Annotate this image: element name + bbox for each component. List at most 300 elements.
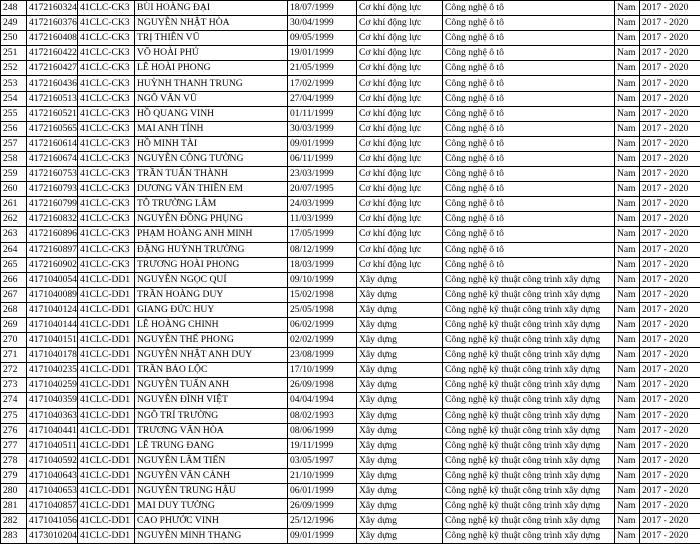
cell-major: Công nghệ kỹ thuật công trình xây dựng xyxy=(443,363,615,378)
cell-full-name: NGUYỄN TRUNG HẬU xyxy=(135,484,288,499)
cell-faculty: Xây dựng xyxy=(357,302,443,317)
cell-class: 41CLC-DD1 xyxy=(78,484,135,499)
cell-gender: Nam xyxy=(615,212,640,227)
cell-class: 41CLC-DD1 xyxy=(78,317,135,332)
cell-class: 41CLC-DD1 xyxy=(78,438,135,453)
table-row xyxy=(1,121,700,136)
cell-major: Công nghệ ô tô xyxy=(443,106,615,121)
cell-stt: 255 xyxy=(1,106,27,121)
cell-full-name: NGUYỄN MINH THẠNG xyxy=(135,529,288,544)
table-row xyxy=(1,378,700,393)
cell-course-years: 2017 - 2020 xyxy=(640,136,700,151)
table-row xyxy=(1,16,700,31)
cell-faculty: Xây dựng xyxy=(357,272,443,287)
cell-course-years: 2017 - 2020 xyxy=(640,317,700,332)
cell-dob: 25/05/1998 xyxy=(288,302,357,317)
cell-gender: Nam xyxy=(615,514,640,529)
cell-student-id: 4172160513 xyxy=(27,91,78,106)
cell-gender: Nam xyxy=(615,302,640,317)
cell-major: Công nghệ ô tô xyxy=(443,136,615,151)
cell-gender: Nam xyxy=(615,136,640,151)
cell-major: Công nghệ ô tô xyxy=(443,1,615,16)
cell-faculty: Cơ khí động lực xyxy=(357,91,443,106)
cell-gender: Nam xyxy=(615,333,640,348)
cell-class: 41CLC-DD1 xyxy=(78,393,135,408)
table-row xyxy=(1,167,700,182)
cell-course-years: 2017 - 2020 xyxy=(640,16,700,31)
cell-faculty: Xây dựng xyxy=(357,348,443,363)
cell-student-id: 4172160832 xyxy=(27,212,78,227)
cell-dob: 23/03/1999 xyxy=(288,167,357,182)
table-row xyxy=(1,393,700,408)
cell-gender: Nam xyxy=(615,31,640,46)
cell-class: 41CLC-CK3 xyxy=(78,212,135,227)
table-row xyxy=(1,272,700,287)
cell-major: Công nghệ ô tô xyxy=(443,242,615,257)
cell-class: 41CLC-CK3 xyxy=(78,151,135,166)
cell-stt: 248 xyxy=(1,1,27,16)
cell-gender: Nam xyxy=(615,378,640,393)
cell-major: Công nghệ ô tô xyxy=(443,46,615,61)
cell-faculty: Cơ khí động lực xyxy=(357,46,443,61)
cell-major: Công nghệ ô tô xyxy=(443,61,615,76)
table-row xyxy=(1,136,700,151)
cell-class: 41CLC-DD1 xyxy=(78,453,135,468)
cell-class: 41CLC-DD1 xyxy=(78,499,135,514)
cell-stt: 249 xyxy=(1,16,27,31)
cell-dob: 08/06/1999 xyxy=(288,423,357,438)
cell-faculty: Xây dựng xyxy=(357,378,443,393)
cell-course-years: 2017 - 2020 xyxy=(640,212,700,227)
cell-student-id: 4171040653 xyxy=(27,484,78,499)
cell-faculty: Xây dựng xyxy=(357,317,443,332)
cell-dob: 06/02/1999 xyxy=(288,317,357,332)
cell-faculty: Cơ khí động lực xyxy=(357,1,443,16)
table-row xyxy=(1,106,700,121)
cell-stt: 259 xyxy=(1,167,27,182)
table-row xyxy=(1,514,700,529)
table-row xyxy=(1,302,700,317)
table-row xyxy=(1,197,700,212)
cell-student-id: 4172160376 xyxy=(27,16,78,31)
cell-class: 41CLC-CK3 xyxy=(78,242,135,257)
cell-faculty: Cơ khí động lực xyxy=(357,182,443,197)
cell-student-id: 4171040235 xyxy=(27,363,78,378)
cell-student-id: 4172160896 xyxy=(27,227,78,242)
cell-course-years: 2017 - 2020 xyxy=(640,378,700,393)
cell-dob: 27/04/1999 xyxy=(288,91,357,106)
table-row xyxy=(1,468,700,483)
cell-gender: Nam xyxy=(615,484,640,499)
cell-dob: 08/12/1999 xyxy=(288,242,357,257)
cell-course-years: 2017 - 2020 xyxy=(640,272,700,287)
cell-major: Công nghệ ô tô xyxy=(443,212,615,227)
cell-full-name: VÕ HOÀI PHÚ xyxy=(135,46,288,61)
cell-stt: 253 xyxy=(1,76,27,91)
cell-gender: Nam xyxy=(615,61,640,76)
cell-class: 41CLC-DD1 xyxy=(78,423,135,438)
cell-class: 41CLC-CK3 xyxy=(78,91,135,106)
cell-gender: Nam xyxy=(615,408,640,423)
cell-full-name: MAI ANH TÍNH xyxy=(135,121,288,136)
cell-dob: 09/01/1999 xyxy=(288,529,357,544)
cell-dob: 03/05/1997 xyxy=(288,453,357,468)
cell-major: Công nghệ kỹ thuật công trình xây dựng xyxy=(443,468,615,483)
cell-course-years: 2017 - 2020 xyxy=(640,302,700,317)
cell-course-years: 2017 - 2020 xyxy=(640,121,700,136)
cell-gender: Nam xyxy=(615,121,640,136)
cell-course-years: 2017 - 2020 xyxy=(640,106,700,121)
cell-student-id: 4172160897 xyxy=(27,242,78,257)
cell-dob: 09/05/1999 xyxy=(288,31,357,46)
cell-class: 41CLC-CK3 xyxy=(78,31,135,46)
cell-gender: Nam xyxy=(615,453,640,468)
cell-major: Công nghệ ô tô xyxy=(443,227,615,242)
cell-course-years: 2017 - 2020 xyxy=(640,333,700,348)
cell-student-id: 4172160614 xyxy=(27,136,78,151)
cell-full-name: TÔ TRƯỜNG LÂM xyxy=(135,197,288,212)
cell-faculty: Cơ khí động lực xyxy=(357,167,443,182)
cell-faculty: Cơ khí động lực xyxy=(357,16,443,31)
cell-major: Công nghệ kỹ thuật công trình xây dựng xyxy=(443,408,615,423)
cell-faculty: Cơ khí động lực xyxy=(357,61,443,76)
cell-dob: 20/07/1995 xyxy=(288,182,357,197)
cell-student-id: 4171040089 xyxy=(27,287,78,302)
cell-major: Công nghệ ô tô xyxy=(443,182,615,197)
cell-stt: 281 xyxy=(1,499,27,514)
table-row xyxy=(1,212,700,227)
cell-gender: Nam xyxy=(615,227,640,242)
cell-full-name: ĐẶNG HUỲNH TRƯỜNG xyxy=(135,242,288,257)
cell-student-id: 4172160565 xyxy=(27,121,78,136)
cell-dob: 18/03/1999 xyxy=(288,257,357,272)
cell-stt: 258 xyxy=(1,151,27,166)
cell-stt: 260 xyxy=(1,182,27,197)
cell-dob: 09/10/1999 xyxy=(288,272,357,287)
cell-major: Công nghệ ô tô xyxy=(443,257,615,272)
cell-full-name: NGUYỄN NHẬT HÒA xyxy=(135,16,288,31)
cell-student-id: 4171040144 xyxy=(27,317,78,332)
cell-full-name: TRƯƠNG HOÀI PHONG xyxy=(135,257,288,272)
cell-major: Công nghệ ô tô xyxy=(443,91,615,106)
cell-class: 41CLC-CK3 xyxy=(78,121,135,136)
table-row xyxy=(1,499,700,514)
table-row xyxy=(1,61,700,76)
cell-faculty: Xây dựng xyxy=(357,393,443,408)
cell-course-years: 2017 - 2020 xyxy=(640,423,700,438)
table-row xyxy=(1,182,700,197)
cell-stt: 262 xyxy=(1,212,27,227)
cell-course-years: 2017 - 2020 xyxy=(640,242,700,257)
cell-dob: 17/05/1999 xyxy=(288,227,357,242)
table-row xyxy=(1,91,700,106)
cell-class: 41CLC-CK3 xyxy=(78,182,135,197)
cell-stt: 250 xyxy=(1,31,27,46)
cell-full-name: NGUYỄN THẾ PHONG xyxy=(135,333,288,348)
cell-full-name: LÊ HOÀNG CHINH xyxy=(135,317,288,332)
cell-class: 41CLC-DD1 xyxy=(78,378,135,393)
cell-class: 41CLC-DD1 xyxy=(78,333,135,348)
cell-stt: 283 xyxy=(1,529,27,544)
cell-faculty: Cơ khí động lực xyxy=(357,31,443,46)
cell-student-id: 4171040054 xyxy=(27,272,78,287)
cell-class: 41CLC-DD1 xyxy=(78,468,135,483)
cell-course-years: 2017 - 2020 xyxy=(640,227,700,242)
cell-full-name: LÊ TRUNG ĐANG xyxy=(135,438,288,453)
cell-student-id: 4172160324 xyxy=(27,1,78,16)
cell-faculty: Xây dựng xyxy=(357,287,443,302)
cell-gender: Nam xyxy=(615,393,640,408)
cell-gender: Nam xyxy=(615,529,640,544)
cell-gender: Nam xyxy=(615,76,640,91)
cell-dob: 06/11/1999 xyxy=(288,151,357,166)
cell-faculty: Cơ khí động lực xyxy=(357,106,443,121)
cell-student-id: 4171040441 xyxy=(27,423,78,438)
cell-faculty: Cơ khí động lực xyxy=(357,136,443,151)
table-row xyxy=(1,46,700,61)
cell-class: 41CLC-CK3 xyxy=(78,16,135,31)
cell-course-years: 2017 - 2020 xyxy=(640,287,700,302)
cell-course-years: 2017 - 2020 xyxy=(640,76,700,91)
cell-full-name: NGUYỄN CÔNG TƯỜNG xyxy=(135,151,288,166)
cell-dob: 02/02/1999 xyxy=(288,333,357,348)
cell-student-id: 4172160422 xyxy=(27,46,78,61)
cell-student-id: 4172160753 xyxy=(27,167,78,182)
cell-full-name: HỒ QUANG VINH xyxy=(135,106,288,121)
cell-stt: 273 xyxy=(1,378,27,393)
table-row xyxy=(1,408,700,423)
cell-student-id: 4171041056 xyxy=(27,514,78,529)
cell-full-name: NGUYỄN LÂM TIẾN xyxy=(135,453,288,468)
cell-gender: Nam xyxy=(615,438,640,453)
cell-full-name: TRỊ THIÊN VŨ xyxy=(135,31,288,46)
cell-dob: 25/12/1996 xyxy=(288,514,357,529)
cell-gender: Nam xyxy=(615,242,640,257)
cell-major: Công nghệ ô tô xyxy=(443,151,615,166)
cell-student-id: 4172160674 xyxy=(27,151,78,166)
cell-gender: Nam xyxy=(615,272,640,287)
cell-class: 41CLC-CK3 xyxy=(78,76,135,91)
cell-faculty: Xây dựng xyxy=(357,484,443,499)
cell-major: Công nghệ kỹ thuật công trình xây dựng xyxy=(443,378,615,393)
cell-stt: 269 xyxy=(1,317,27,332)
cell-stt: 274 xyxy=(1,393,27,408)
cell-dob: 26/09/1999 xyxy=(288,499,357,514)
cell-full-name: NGUYỄN ĐÌNH VIỆT xyxy=(135,393,288,408)
cell-faculty: Cơ khí động lực xyxy=(357,151,443,166)
cell-class: 41CLC-DD1 xyxy=(78,272,135,287)
cell-major: Công nghệ kỹ thuật công trình xây dựng xyxy=(443,317,615,332)
cell-course-years: 2017 - 2020 xyxy=(640,468,700,483)
cell-full-name: HỒ MINH TÀI xyxy=(135,136,288,151)
cell-student-id: 4171040259 xyxy=(27,378,78,393)
cell-student-id: 4172160902 xyxy=(27,257,78,272)
cell-full-name: LÊ HOÀI PHONG xyxy=(135,61,288,76)
cell-student-id: 4171040178 xyxy=(27,348,78,363)
table-row xyxy=(1,333,700,348)
table-row xyxy=(1,76,700,91)
cell-student-id: 4171040151 xyxy=(27,333,78,348)
cell-faculty: Xây dựng xyxy=(357,514,443,529)
cell-faculty: Cơ khí động lực xyxy=(357,197,443,212)
cell-course-years: 2017 - 2020 xyxy=(640,393,700,408)
cell-full-name: NGUYỄN VĂN CẢNH xyxy=(135,468,288,483)
cell-student-id: 4171040592 xyxy=(27,453,78,468)
cell-gender: Nam xyxy=(615,167,640,182)
cell-dob: 17/02/1999 xyxy=(288,76,357,91)
cell-course-years: 2017 - 2020 xyxy=(640,363,700,378)
table-row xyxy=(1,529,700,544)
cell-gender: Nam xyxy=(615,106,640,121)
cell-dob: 09/01/1999 xyxy=(288,136,357,151)
cell-stt: 267 xyxy=(1,287,27,302)
cell-stt: 277 xyxy=(1,438,27,453)
cell-stt: 266 xyxy=(1,272,27,287)
cell-student-id: 4171040857 xyxy=(27,499,78,514)
cell-course-years: 2017 - 2020 xyxy=(640,484,700,499)
cell-full-name: PHẠM HOÀNG ANH MINH xyxy=(135,227,288,242)
cell-dob: 26/09/1998 xyxy=(288,378,357,393)
cell-class: 41CLC-DD1 xyxy=(78,363,135,378)
cell-major: Công nghệ ô tô xyxy=(443,31,615,46)
cell-major: Công nghệ kỹ thuật công trình xây dựng xyxy=(443,529,615,544)
cell-dob: 21/05/1999 xyxy=(288,61,357,76)
cell-full-name: TRẦN BẢO LỘC xyxy=(135,363,288,378)
table-row xyxy=(1,317,700,332)
cell-dob: 30/03/1999 xyxy=(288,121,357,136)
cell-gender: Nam xyxy=(615,1,640,16)
cell-stt: 264 xyxy=(1,242,27,257)
cell-faculty: Cơ khí động lực xyxy=(357,76,443,91)
cell-course-years: 2017 - 2020 xyxy=(640,31,700,46)
cell-full-name: CAO PHƯỚC VINH xyxy=(135,514,288,529)
table-row xyxy=(1,348,700,363)
cell-class: 41CLC-CK3 xyxy=(78,1,135,16)
cell-full-name: NGUYỄN NGỌC QUÍ xyxy=(135,272,288,287)
cell-class: 41CLC-DD1 xyxy=(78,287,135,302)
cell-faculty: Xây dựng xyxy=(357,363,443,378)
table-row xyxy=(1,151,700,166)
cell-course-years: 2017 - 2020 xyxy=(640,197,700,212)
cell-course-years: 2017 - 2020 xyxy=(640,514,700,529)
cell-gender: Nam xyxy=(615,363,640,378)
cell-course-years: 2017 - 2020 xyxy=(640,529,700,544)
cell-gender: Nam xyxy=(615,257,640,272)
cell-course-years: 2017 - 2020 xyxy=(640,151,700,166)
cell-stt: 279 xyxy=(1,468,27,483)
cell-student-id: 4171040643 xyxy=(27,468,78,483)
cell-faculty: Xây dựng xyxy=(357,423,443,438)
cell-course-years: 2017 - 2020 xyxy=(640,257,700,272)
cell-student-id: 4171040124 xyxy=(27,302,78,317)
cell-stt: 256 xyxy=(1,121,27,136)
cell-full-name: TRẦN HOÀNG DUY xyxy=(135,287,288,302)
cell-dob: 11/03/1999 xyxy=(288,212,357,227)
cell-faculty: Xây dựng xyxy=(357,408,443,423)
cell-faculty: Xây dựng xyxy=(357,468,443,483)
cell-full-name: TRẦN TUẤN THÀNH xyxy=(135,167,288,182)
cell-full-name: NGÔ VĂN VŨ xyxy=(135,91,288,106)
cell-class: 41CLC-CK3 xyxy=(78,46,135,61)
cell-major: Công nghệ kỹ thuật công trình xây dựng xyxy=(443,333,615,348)
cell-student-id: 4171040511 xyxy=(27,438,78,453)
cell-faculty: Cơ khí động lực xyxy=(357,257,443,272)
table-row xyxy=(1,227,700,242)
cell-course-years: 2017 - 2020 xyxy=(640,1,700,16)
cell-major: Công nghệ kỹ thuật công trình xây dựng xyxy=(443,499,615,514)
cell-class: 41CLC-CK3 xyxy=(78,257,135,272)
cell-full-name: MAI DUY TƯỜNG xyxy=(135,499,288,514)
cell-course-years: 2017 - 2020 xyxy=(640,91,700,106)
cell-class: 41CLC-DD1 xyxy=(78,348,135,363)
cell-student-id: 4172160521 xyxy=(27,106,78,121)
cell-course-years: 2017 - 2020 xyxy=(640,499,700,514)
cell-dob: 04/04/1994 xyxy=(288,393,357,408)
cell-course-years: 2017 - 2020 xyxy=(640,453,700,468)
cell-faculty: Xây dựng xyxy=(357,499,443,514)
cell-gender: Nam xyxy=(615,423,640,438)
cell-student-id: 4172160427 xyxy=(27,61,78,76)
cell-gender: Nam xyxy=(615,91,640,106)
cell-student-id: 4171040363 xyxy=(27,408,78,423)
cell-course-years: 2017 - 2020 xyxy=(640,61,700,76)
cell-stt: 272 xyxy=(1,363,27,378)
cell-gender: Nam xyxy=(615,317,640,332)
cell-dob: 24/03/1999 xyxy=(288,197,357,212)
cell-student-id: 4172160436 xyxy=(27,76,78,91)
cell-gender: Nam xyxy=(615,468,640,483)
cell-dob: 15/02/1998 xyxy=(288,287,357,302)
cell-gender: Nam xyxy=(615,348,640,363)
cell-class: 41CLC-CK3 xyxy=(78,61,135,76)
cell-course-years: 2017 - 2020 xyxy=(640,46,700,61)
cell-full-name: GIANG ĐỨC HUY xyxy=(135,302,288,317)
cell-major: Công nghệ ô tô xyxy=(443,167,615,182)
table-row xyxy=(1,31,700,46)
cell-full-name: TRƯƠNG VĂN HÒA xyxy=(135,423,288,438)
cell-stt: 270 xyxy=(1,333,27,348)
cell-major: Công nghệ ô tô xyxy=(443,197,615,212)
cell-stt: 251 xyxy=(1,46,27,61)
cell-faculty: Xây dựng xyxy=(357,438,443,453)
cell-dob: 17/10/1999 xyxy=(288,363,357,378)
cell-dob: 08/02/1993 xyxy=(288,408,357,423)
cell-major: Công nghệ ô tô xyxy=(443,76,615,91)
cell-stt: 254 xyxy=(1,91,27,106)
cell-student-id: 4172160793 xyxy=(27,182,78,197)
cell-course-years: 2017 - 2020 xyxy=(640,348,700,363)
cell-stt: 278 xyxy=(1,453,27,468)
cell-gender: Nam xyxy=(615,16,640,31)
cell-major: Công nghệ kỹ thuật công trình xây dựng xyxy=(443,484,615,499)
cell-class: 41CLC-DD1 xyxy=(78,302,135,317)
cell-class: 41CLC-CK3 xyxy=(78,227,135,242)
cell-dob: 19/01/1999 xyxy=(288,46,357,61)
cell-full-name: DƯƠNG VĂN THIỀN EM xyxy=(135,182,288,197)
cell-student-id: 4173010204 xyxy=(27,529,78,544)
table-row xyxy=(1,242,700,257)
cell-dob: 18/07/1999 xyxy=(288,1,357,16)
cell-full-name: NGUYỄN ĐỒNG PHỤNG xyxy=(135,212,288,227)
cell-student-id: 4171040359 xyxy=(27,393,78,408)
cell-gender: Nam xyxy=(615,46,640,61)
cell-student-id: 4172160408 xyxy=(27,31,78,46)
table-row xyxy=(1,287,700,302)
cell-faculty: Xây dựng xyxy=(357,529,443,544)
cell-stt: 275 xyxy=(1,408,27,423)
cell-course-years: 2017 - 2020 xyxy=(640,408,700,423)
table-row xyxy=(1,438,700,453)
